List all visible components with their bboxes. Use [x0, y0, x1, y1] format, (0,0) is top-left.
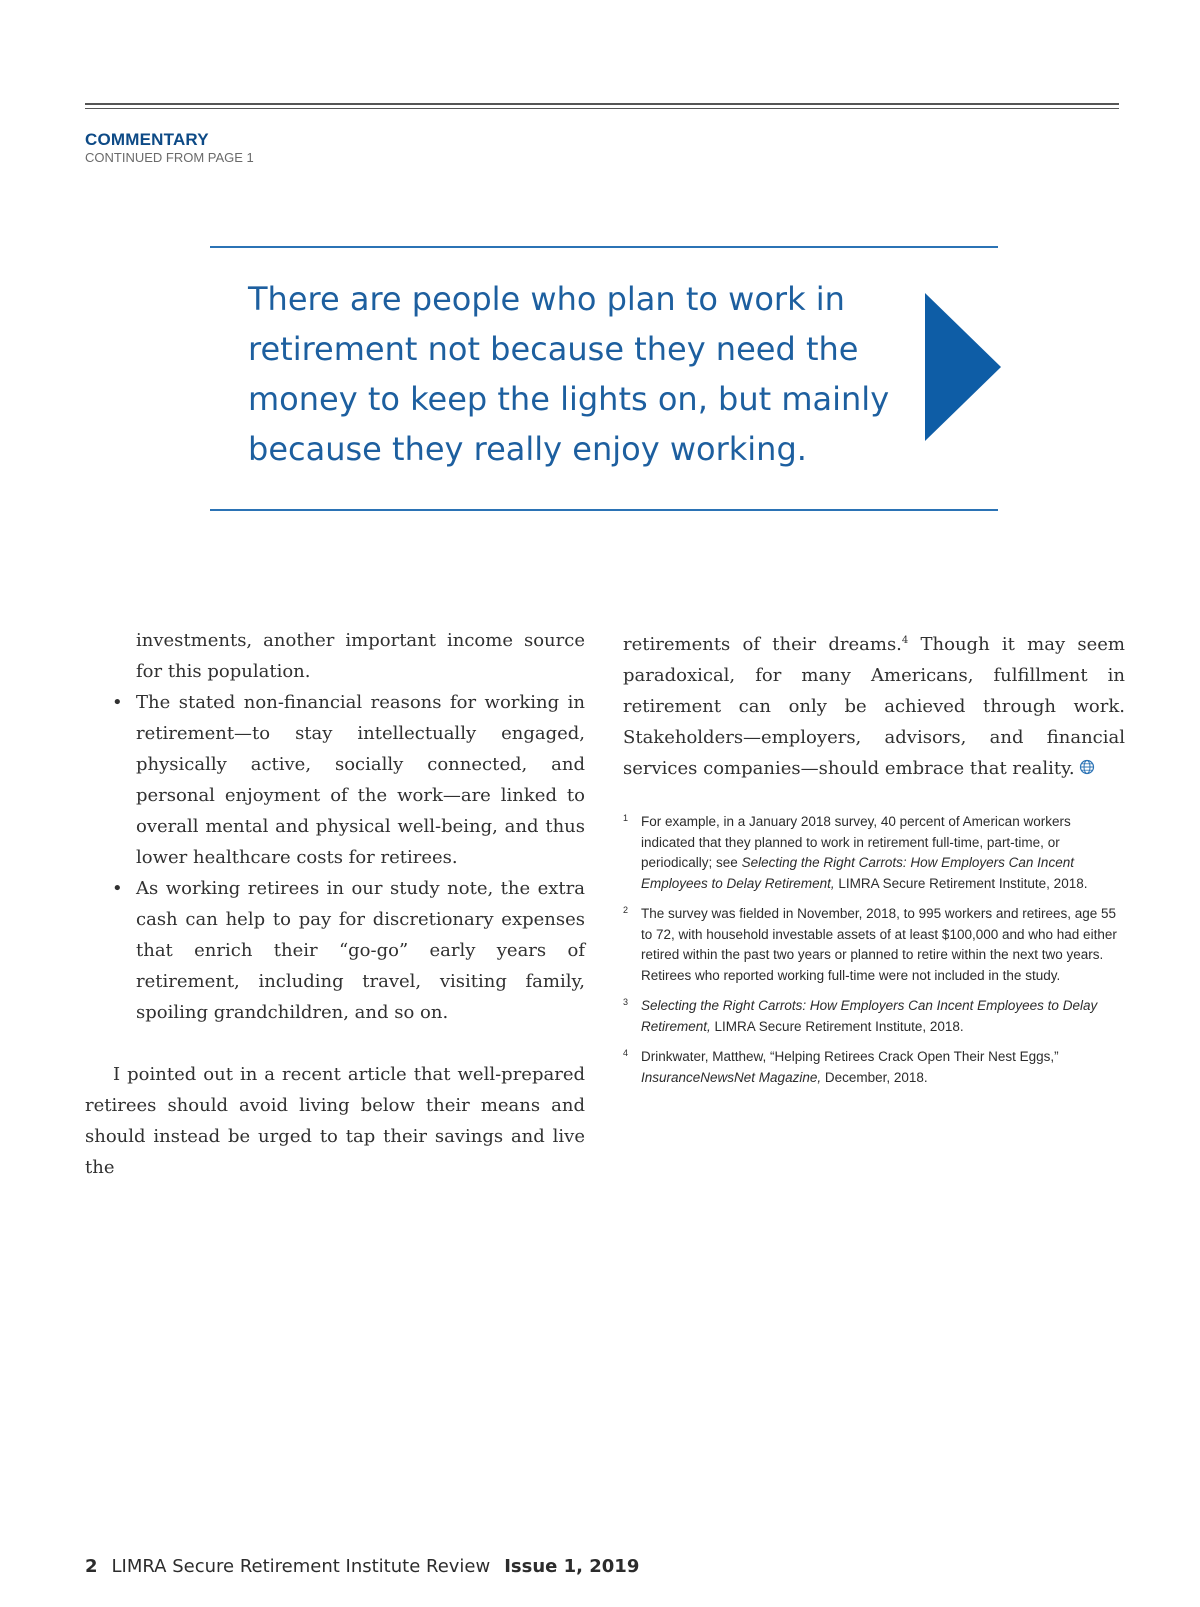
footnotes — [623, 812, 1125, 1088]
bullet-icon: • — [112, 878, 123, 899]
bullet-text: The stated non-financial reasons for working in retirement—to stay intellectually engaged, physically active, socially connected, and personal enjoyment of the work—are linked to overall mental and physical well-being, and thus lower healthcare costs for retirees. — [136, 692, 585, 868]
footnote-text: For example, in a January 2018 survey, 40 percent of American workers indicated that they planned to work in retirement full-time, part-time, or periodically; see — [641, 814, 1071, 870]
footnote-number: 3 — [623, 997, 629, 1007]
continued-note: CONTINUED FROM PAGE 1 — [85, 150, 254, 165]
footnote-title: Selecting the Right Carrots: How Employers Can Incent Employees to Delay Retirement, — [641, 998, 1098, 1034]
footnote-number: 1 — [623, 813, 629, 823]
footnote-number: 4 — [623, 1048, 629, 1058]
footnote-tail: LIMRA Secure Retirement Institute, 2018. — [710, 1018, 964, 1034]
body-paragraph: I pointed out in a recent article that well-prepared retirees should avoid living below their means and should instead be urged to tap their savings and live the — [85, 1064, 585, 1178]
footnote-title: Selecting the Right Carrots: How Employers Can Incent Employees to Delay Retirement, — [641, 855, 1074, 891]
bullet-icon: • — [112, 692, 123, 713]
footnote-text: Drinkwater, Matthew, “Helping Retirees Crack Open Their Nest Eggs,” — [641, 1049, 1059, 1064]
header-rule — [85, 103, 1119, 105]
bullet-text: As working retirees in our study note, the extra cash can help to pay for discretionary expenses that enrich their “go-go” early years of retirement, including travel, visiting family, spoiling grandchildren, and so on. — [136, 878, 585, 1023]
footnote — [623, 996, 1125, 1037]
triangle-arrow-icon — [925, 293, 1001, 441]
body-paragraph — [623, 625, 1125, 784]
pull-quote-rule-top — [210, 246, 998, 248]
pull-quote: There are people who plan to work in retirement not because they need the money to keep the lights on, but mainly because they really enjoy working. — [248, 280, 890, 468]
continuation-text: investments, another important income source for this population. — [136, 630, 585, 682]
list-item — [85, 687, 585, 873]
section-title: COMMENTARY — [85, 130, 209, 149]
footnote-ref: 4 — [901, 635, 909, 646]
right-column — [623, 625, 1125, 1098]
issue-label: Issue 1, 2019 — [504, 1556, 640, 1577]
page-number: 2 — [85, 1556, 98, 1577]
left-column — [85, 625, 585, 1183]
publication-name: LIMRA Secure Retirement Institute Review — [111, 1556, 491, 1577]
footnote-title: InsuranceNewsNet Magazine, — [641, 1069, 822, 1085]
footnote-number: 2 — [623, 905, 629, 915]
footnote — [623, 904, 1125, 986]
footnote-tail: LIMRA Secure Retirement Institute, 2018. — [834, 875, 1088, 891]
footnote-tail: December, 2018. — [821, 1069, 928, 1085]
globe-icon — [1079, 759, 1095, 775]
paragraph-start: retirements of their dreams. — [623, 634, 902, 655]
page-footer — [85, 1556, 639, 1577]
footnote — [623, 1047, 1125, 1088]
list-item — [85, 873, 585, 1028]
paragraph-end: Though it may seem paradoxical, for many Americans, fulfillment in retirement can only be achieved through work. Stakeholders—employers, advisors, and financial services companies—should embrace that reality. — [623, 634, 1125, 779]
footnote-text: The survey was fielded in November, 2018, to 995 workers and retirees, age 55 to 72, with household investable assets of at least $100,000 and who had either retired within the past two years or planned to retire within the next two years. Retirees who reported working full-time were not included in the study. — [641, 906, 1117, 983]
pull-quote-rule-bottom — [210, 509, 998, 511]
footnote — [623, 812, 1125, 894]
bullet-list — [85, 687, 585, 1028]
header-rule-thin — [85, 108, 1119, 109]
